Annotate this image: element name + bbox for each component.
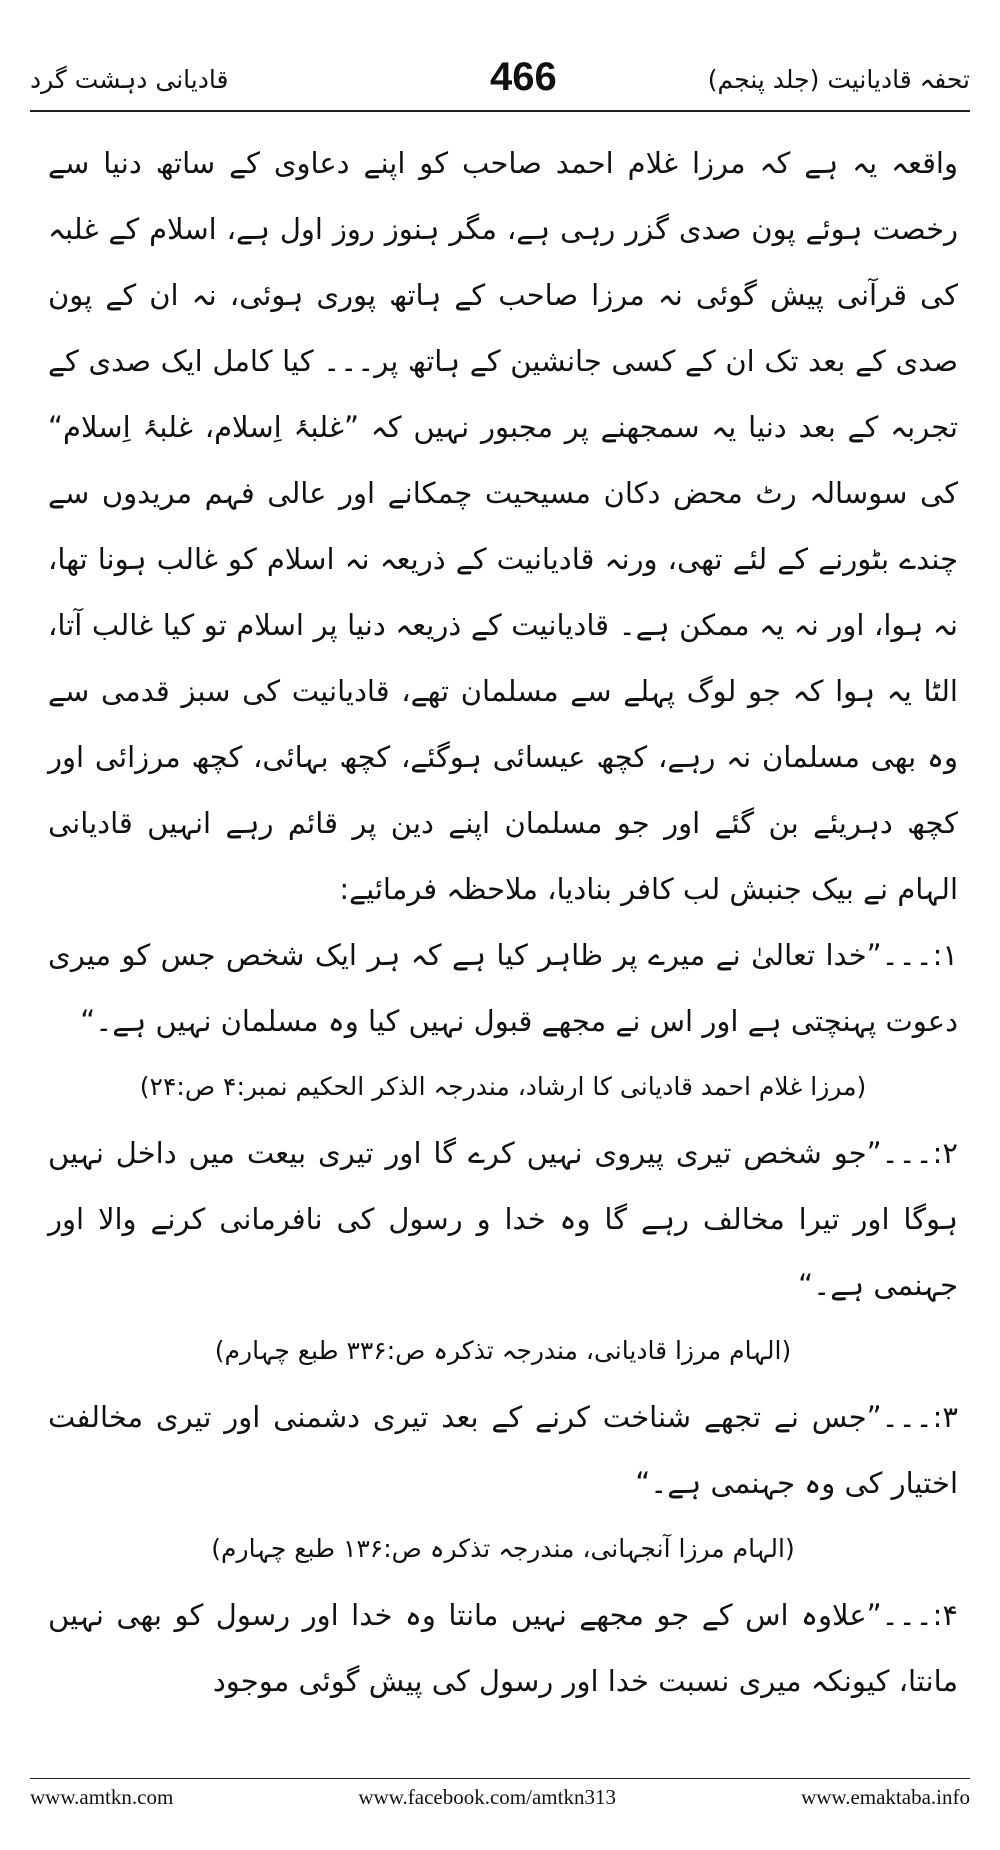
page-body [48,130,958,1714]
chapter-title: قادیانی دہشت گرد [30,65,229,94]
reference-2: (الہام مرزا قادیانی، مندرجہ تذکرہ ص:۳۳۶ طبع چہارم) [214,1336,792,1365]
page-number: 466 [490,55,557,99]
footer-link-emaktaba[interactable]: www.emaktaba.info [801,1785,970,1809]
intro-paragraph: واقعہ یہ ہے کہ مرزا غلام احمد صاحب کو اپنے دعاوی کے ساتھ دنیا سے رخصت ہوئے پون صدی گزر رہی ہے، مگر ہنوز روز اول ہے، اسلام کے غلبہ کی قرآنی پیش گوئی نہ مرزا صاحب کے ہاتھ پوری ہوئی، نہ ان کے پون صدی کے بعد تک ان کے کسی جانشین کے ہاتھ پر۔۔۔ کیا کامل ایک صدی کے تجربہ کے بعد دنیا یہ سمجھنے پر مجبور نہیں کہ ”غلبۂ اِسلام، غلبۂ اِسلام“ کی سوسالہ رٹ محض دکان مسیحیت چمکانے اور عالی فہم مریدوں سے چندے بٹورنے کے لئے تھی، ورنہ قادیانیت کے ذریعہ نہ اسلام کو غالب ہونا تھا، نہ ہوا، اور نہ یہ ممکن ہے۔ قادیانیت کے ذریعہ دنیا پر اسلام تو کیا غالب آتا، الٹا یہ ہوا کہ جو لوگ پہلے سے مسلمان تھے، قادیانیت کی سبز قدمی سے وہ بھی مسلمان نہ رہے، کچھ عیسائی ہوگئے، کچھ بہائی، کچھ مرزائی اور کچھ دہریئے بن گئے اور جو مسلمان اپنے دین پر قائم رہے انہیں قادیانی الہام نے بیک جنبش لب کافر بنادیا، ملاحظہ فرمائیے: [48,146,958,906]
reference-1: (مرزا غلام احمد قادیانی کا ارشاد، مندرجہ الذکر الحکیم نمبر:۴ ص:۲۴) [139,1072,867,1101]
footer-divider [30,1778,970,1779]
reference-3: (الہام مرزا آنجہانی، مندرجہ تذکرہ ص:۱۳۶ طبع چہارم) [211,1534,795,1563]
quote-4: ۴:۔۔۔”علاوہ اس کے جو مجھے نہیں مانتا وہ خدا اور رسول کو بھی نہیں مانتا، کیونکہ میری نسبت خدا اور رسول کی پیش گوئی موجود [48,1598,958,1698]
page-header [30,55,970,105]
header-divider [30,110,970,112]
book-title: تحفہ قادیانیت (جلد پنجم) [707,65,970,94]
footer-link-facebook[interactable]: www.facebook.com/amtkn313 [358,1785,616,1809]
quote-2: ۲:۔۔۔”جو شخص تیری پیروی نہیں کرے گا اور تیری بیعت میں داخل نہیں ہوگا اور تیرا مخالف رہے گا وہ خدا و رسول کی نافرمانی کرنے والا اور جہنمی ہے۔“ [48,1136,958,1302]
footer-link-amtkn[interactable]: www.amtkn.com [30,1785,174,1809]
quote-3: ۳:۔۔۔”جس نے تجھے شناخت کرنے کے بعد تیری دشمنی اور تیری مخالفت اختیار کی وہ جہنمی ہے۔“ [48,1400,958,1500]
quote-1: ۱:۔۔۔”خدا تعالیٰ نے میرے پر ظاہر کیا ہے کہ ہر ایک شخص جس کو میری دعوت پہنچتی ہے اور اس نے مجھے قبول نہیں کیا وہ مسلمان نہیں ہے۔“ [48,938,958,1038]
page-footer [30,1785,970,1810]
